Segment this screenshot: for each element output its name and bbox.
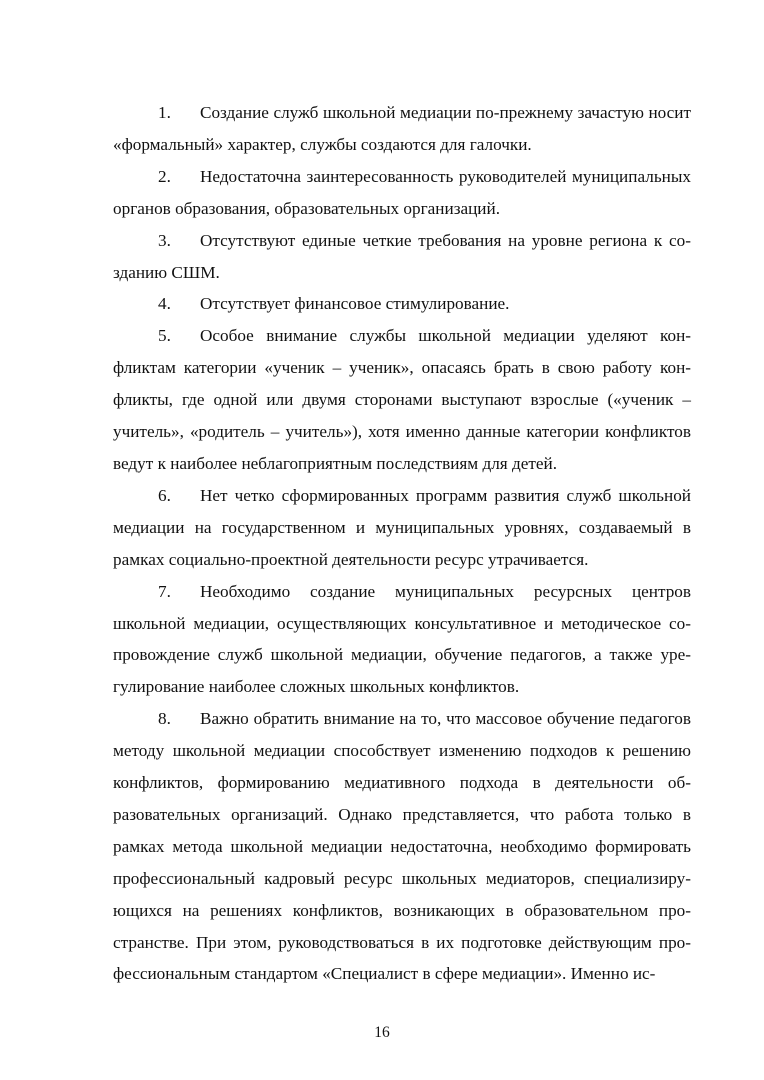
item-text: Недостаточна заинтересованность руководителей муниципальных органов образования, образовательных организаций. bbox=[113, 166, 691, 218]
list-item bbox=[113, 480, 691, 576]
page-body bbox=[113, 97, 691, 990]
item-number: 8. bbox=[158, 709, 171, 729]
item-text: Важно обратить внимание на то, что массовое обучение педагогов методу школьной медиации способствует изменению подходов к решению конфликтов, формированию медиативного подхода в деятельности образовательных организаций. Однако представляется, что работа только в рамках метода школьной медиации недостаточна, необходимо формировать профессиональный кадровый ресурс школьных медиаторов, специализирующихся на решениях конфликтов, возникающих в образовательном пространстве. При этом, руководствоваться в их подготовке действующим профессиональным стандартом «Специалист в сфере медиации». Именно ис- bbox=[113, 709, 691, 984]
page-number: 16 bbox=[374, 1024, 390, 1041]
item-number: 7. bbox=[158, 581, 171, 601]
list-item bbox=[113, 703, 691, 990]
list-item bbox=[113, 288, 691, 320]
item-number: 6. bbox=[158, 485, 171, 505]
item-number: 4. bbox=[158, 294, 171, 314]
item-text: Нет четко сформированных программ развития служб школьной медиации на государственном и муниципальных уровнях, создаваемый в рамках социально-проектной деятельности ресурс утрачивается. bbox=[113, 485, 691, 569]
item-number: 3. bbox=[158, 230, 171, 250]
item-number: 1. bbox=[158, 103, 171, 122]
item-text: Создание служб школьной медиации по-прежнему зачастую носит «формальный» характер, службы создаются для галочки. bbox=[113, 103, 691, 154]
list-item bbox=[113, 225, 691, 289]
list-item bbox=[113, 161, 691, 225]
item-text: Отсутствует финансовое стимулирование. bbox=[200, 294, 510, 314]
list-item bbox=[113, 320, 691, 480]
item-number: 2. bbox=[158, 166, 171, 186]
list-item bbox=[113, 576, 691, 704]
item-number: 5. bbox=[158, 326, 171, 346]
list-item bbox=[113, 97, 691, 161]
item-text: Необходимо создание муниципальных ресурсных центров школьной медиации, осуществляющих консультативное и методическое сопровождение служб школьной медиации, обучение педагогов, а также урегулирование наиболее сложных школьных конфликтов. bbox=[113, 581, 691, 697]
item-text: Особое внимание службы школьной медиации уделяют конфликтам категории «ученик – ученик», опасаясь брать в свою работу конфликты, где одной или двумя сторонами выступают взрослые («ученик – учитель», «родитель – учитель»), хотя именно данные категории конфликтов ведут к наиболее неблагоприятным последствиям для детей. bbox=[113, 326, 691, 473]
item-text: Отсутствуют единые четкие требования на уровне региона к созданию СШМ. bbox=[113, 230, 691, 282]
